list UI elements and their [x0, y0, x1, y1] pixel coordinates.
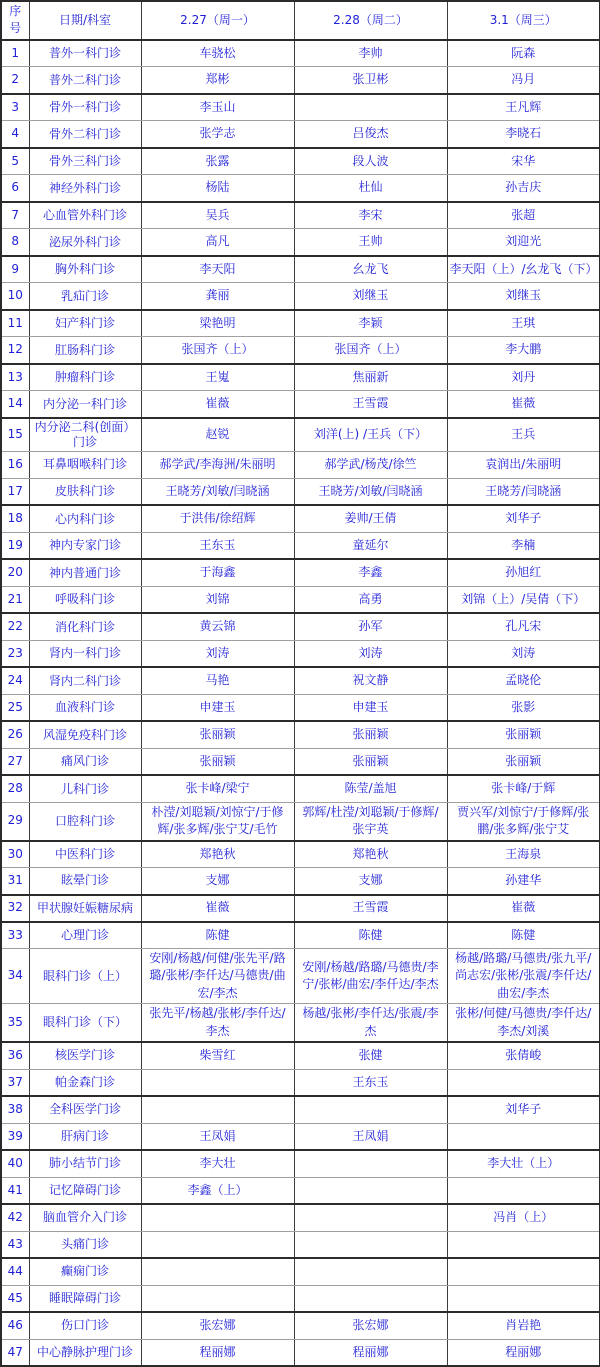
- department-cell: 帕金森门诊: [29, 1069, 141, 1096]
- department-cell: 心理门诊: [29, 922, 141, 949]
- doctor-cell-day1: [141, 1204, 294, 1231]
- doctor-cell-day3: 孙建华: [447, 868, 600, 895]
- row-number-cell: 3: [1, 94, 29, 121]
- doctor-cell-day1: 崔薇: [141, 391, 294, 418]
- row-number-cell: 8: [1, 229, 29, 256]
- doctor-cell-day2: 刘继玉: [294, 283, 447, 310]
- doctor-cell-day3: 阮森: [447, 40, 600, 67]
- doctor-cell-day3: 张卡峰/于辉: [447, 775, 600, 802]
- doctor-cell-day2: [294, 1285, 447, 1312]
- department-cell: 妇产科门诊: [29, 310, 141, 337]
- doctor-cell-day3: 孙吉庆: [447, 175, 600, 202]
- doctor-cell-day3: 张影: [447, 694, 600, 721]
- doctor-cell-day2: 郭辉/杜滢/刘聪颖/于修辉/张宇英: [294, 802, 447, 840]
- doctor-cell-day1: 于洪伟/徐绍辉: [141, 505, 294, 532]
- table-row: [1, 949, 600, 1004]
- row-number-cell: 13: [1, 364, 29, 391]
- doctor-cell-day2: [294, 1231, 447, 1258]
- department-cell: 肝病门诊: [29, 1123, 141, 1150]
- table-row: [1, 1150, 600, 1177]
- doctor-cell-day3: 冯肖（上）: [447, 1204, 600, 1231]
- doctor-cell-day1: 梁艳明: [141, 310, 294, 337]
- department-cell: 口腔科门诊: [29, 802, 141, 840]
- doctor-cell-day2: 王雪霞: [294, 895, 447, 922]
- row-number-cell: 38: [1, 1096, 29, 1123]
- department-cell: 心血管外科门诊: [29, 202, 141, 229]
- doctor-cell-day2: 张宏娜: [294, 1312, 447, 1339]
- table-row: [1, 532, 600, 559]
- doctor-cell-day3: 袁润出/朱丽明: [447, 451, 600, 478]
- doctor-cell-day1: 申建玉: [141, 694, 294, 721]
- department-cell: 耳鼻咽喉科门诊: [29, 451, 141, 478]
- row-number-cell: 16: [1, 451, 29, 478]
- doctor-cell-day3: 刘华子: [447, 1096, 600, 1123]
- row-number-cell: 26: [1, 721, 29, 748]
- doctor-cell-day1: 李大壮: [141, 1150, 294, 1177]
- table-row: [1, 94, 600, 121]
- doctor-cell-day2: 支娜: [294, 868, 447, 895]
- doctor-cell-day3: 刘涛: [447, 640, 600, 667]
- row-number-cell: 36: [1, 1042, 29, 1069]
- doctor-cell-day2: 张国齐（上）: [294, 337, 447, 364]
- doctor-cell-day1: 张卡峰/梁宁: [141, 775, 294, 802]
- department-cell: 风湿免疫科门诊: [29, 721, 141, 748]
- column-header-department: 日期/科室: [29, 1, 141, 40]
- row-number-cell: 20: [1, 559, 29, 586]
- row-number-cell: 34: [1, 949, 29, 1004]
- department-cell: 肛肠科门诊: [29, 337, 141, 364]
- row-number-cell: 18: [1, 505, 29, 532]
- doctor-cell-day2: 陈莹/盖旭: [294, 775, 447, 802]
- row-number-cell: 41: [1, 1177, 29, 1204]
- doctor-cell-day3: 刘迎光: [447, 229, 600, 256]
- row-number-cell: 5: [1, 148, 29, 175]
- department-cell: 中医科门诊: [29, 841, 141, 868]
- doctor-cell-day3: 杨越/路璐/马德贵/张九平/尚志宏/张彬/张震/李仟达/曲宏/李杰: [447, 949, 600, 1004]
- doctor-cell-day2: 李鑫: [294, 559, 447, 586]
- department-cell: 消化科门诊: [29, 613, 141, 640]
- doctor-cell-day3: 陈健: [447, 922, 600, 949]
- doctor-cell-day1: 王东玉: [141, 532, 294, 559]
- doctor-cell-day1: 王嵬: [141, 364, 294, 391]
- doctor-cell-day1: 安刚/杨越/何健/张先平/路璐/张彬/李仟达/马德贵/曲宏/李杰: [141, 949, 294, 1004]
- department-cell: 肾内二科门诊: [29, 667, 141, 694]
- doctor-cell-day1: 龚丽: [141, 283, 294, 310]
- doctor-cell-day3: 冯月: [447, 67, 600, 94]
- department-cell: 胸外科门诊: [29, 256, 141, 283]
- doctor-cell-day1: [141, 1096, 294, 1123]
- table-row: [1, 310, 600, 337]
- doctor-cell-day1: 高凡: [141, 229, 294, 256]
- doctor-cell-day1: 崔薇: [141, 895, 294, 922]
- department-cell: 眼科门诊（下）: [29, 1004, 141, 1042]
- row-number-cell: 11: [1, 310, 29, 337]
- doctor-cell-day2: 吕俊杰: [294, 121, 447, 148]
- doctor-cell-day1: 于海鑫: [141, 559, 294, 586]
- table-row: [1, 418, 600, 452]
- doctor-cell-day1: [141, 1285, 294, 1312]
- department-cell: 头痛门诊: [29, 1231, 141, 1258]
- table-row: [1, 1177, 600, 1204]
- table-row: [1, 775, 600, 802]
- table-row: [1, 337, 600, 364]
- table-row: [1, 895, 600, 922]
- column-header-day2: 2.28（周二）: [294, 1, 447, 40]
- department-cell: 普外二科门诊: [29, 67, 141, 94]
- doctor-cell-day3: 王凡辉: [447, 94, 600, 121]
- department-cell: 伤口门诊: [29, 1312, 141, 1339]
- doctor-cell-day1: 支娜: [141, 868, 294, 895]
- doctor-cell-day3: 程丽娜: [447, 1339, 600, 1366]
- column-header-day3: 3.1（周三）: [447, 1, 600, 40]
- department-cell: 肾内一科门诊: [29, 640, 141, 667]
- row-number-cell: 44: [1, 1258, 29, 1285]
- row-number-cell: 45: [1, 1285, 29, 1312]
- doctor-cell-day3: 孔凡宋: [447, 613, 600, 640]
- row-number-cell: 1: [1, 40, 29, 67]
- department-cell: 肿瘤科门诊: [29, 364, 141, 391]
- row-number-cell: 42: [1, 1204, 29, 1231]
- doctor-cell-day2: 姜帅/王倩: [294, 505, 447, 532]
- doctor-cell-day3: 孙旭红: [447, 559, 600, 586]
- doctor-cell-day2: 申建玉: [294, 694, 447, 721]
- row-number-cell: 23: [1, 640, 29, 667]
- row-number-cell: 2: [1, 67, 29, 94]
- doctor-cell-day3: [447, 1258, 600, 1285]
- department-cell: 乳疝门诊: [29, 283, 141, 310]
- doctor-cell-day1: 李鑫（上）: [141, 1177, 294, 1204]
- doctor-cell-day1: 张学志: [141, 121, 294, 148]
- doctor-cell-day2: 段人波: [294, 148, 447, 175]
- table-row: [1, 1231, 600, 1258]
- row-number-cell: 35: [1, 1004, 29, 1042]
- doctor-cell-day2: 祝文静: [294, 667, 447, 694]
- department-cell: 脑血管介入门诊: [29, 1204, 141, 1231]
- table-row: [1, 67, 600, 94]
- doctor-cell-day2: 李颖: [294, 310, 447, 337]
- doctor-cell-day2: 童延尔: [294, 532, 447, 559]
- department-cell: 痛风门诊: [29, 748, 141, 775]
- doctor-cell-day1: 陈健: [141, 922, 294, 949]
- doctor-cell-day2: 郝学武/杨茂/徐竺: [294, 451, 447, 478]
- department-cell: 骨外一科门诊: [29, 94, 141, 121]
- row-number-cell: 14: [1, 391, 29, 418]
- table-row: [1, 640, 600, 667]
- department-cell: 核医学门诊: [29, 1042, 141, 1069]
- row-number-cell: 29: [1, 802, 29, 840]
- doctor-cell-day2: 程丽娜: [294, 1339, 447, 1366]
- table-row: [1, 391, 600, 418]
- department-cell: 眼科门诊（上）: [29, 949, 141, 1004]
- table-row: [1, 1312, 600, 1339]
- doctor-cell-day3: 李天阳（上）/幺龙飞（下）: [447, 256, 600, 283]
- table-row: [1, 802, 600, 840]
- doctor-cell-day3: 张彬/何健/马德贵/李仟达/李杰/刘溪: [447, 1004, 600, 1042]
- table-header: [1, 1, 600, 40]
- table-row: [1, 559, 600, 586]
- table-row: [1, 1069, 600, 1096]
- doctor-cell-day3: 刘华子: [447, 505, 600, 532]
- doctor-cell-day3: 刘继玉: [447, 283, 600, 310]
- column-header-index: 序号: [1, 1, 29, 40]
- row-number-cell: 47: [1, 1339, 29, 1366]
- table-row: [1, 721, 600, 748]
- doctor-cell-day3: [447, 1069, 600, 1096]
- doctor-cell-day2: 王帅: [294, 229, 447, 256]
- doctor-cell-day2: 焦丽新: [294, 364, 447, 391]
- header-row: [1, 1, 600, 40]
- doctor-cell-day2: 安刚/杨越/路璐/马德贵/李宁/张彬/曲宏/李仟达/李杰: [294, 949, 447, 1004]
- table-row: [1, 586, 600, 613]
- doctor-cell-day1: 王晓芳/刘敏/闫晓涵: [141, 478, 294, 505]
- department-cell: 普外一科门诊: [29, 40, 141, 67]
- doctor-cell-day3: 刘锦（上）/吴倩（下）: [447, 586, 600, 613]
- doctor-cell-day2: 李宋: [294, 202, 447, 229]
- department-cell: 泌尿外科门诊: [29, 229, 141, 256]
- schedule-body: [1, 40, 600, 1366]
- table-row: [1, 451, 600, 478]
- doctor-cell-day2: [294, 1177, 447, 1204]
- row-number-cell: 46: [1, 1312, 29, 1339]
- row-number-cell: 28: [1, 775, 29, 802]
- row-number-cell: 43: [1, 1231, 29, 1258]
- department-cell: 内分泌二科(创面）门诊: [29, 418, 141, 452]
- doctor-cell-day2: [294, 1204, 447, 1231]
- table-row: [1, 1339, 600, 1366]
- department-cell: 神内普通门诊: [29, 559, 141, 586]
- row-number-cell: 37: [1, 1069, 29, 1096]
- doctor-cell-day2: 张丽颖: [294, 721, 447, 748]
- doctor-cell-day2: 张健: [294, 1042, 447, 1069]
- doctor-cell-day2: 幺龙飞: [294, 256, 447, 283]
- table-row: [1, 1258, 600, 1285]
- table-row: [1, 694, 600, 721]
- doctor-cell-day1: 张宏娜: [141, 1312, 294, 1339]
- department-cell: 神内专家门诊: [29, 532, 141, 559]
- doctor-cell-day3: 王晓芳/闫晓涵: [447, 478, 600, 505]
- table-row: [1, 121, 600, 148]
- doctor-cell-day1: 杨陆: [141, 175, 294, 202]
- department-cell: 癫痫门诊: [29, 1258, 141, 1285]
- doctor-cell-day3: 李晓石: [447, 121, 600, 148]
- department-cell: 骨外二科门诊: [29, 121, 141, 148]
- row-number-cell: 15: [1, 418, 29, 452]
- doctor-cell-day3: 崔薇: [447, 895, 600, 922]
- doctor-cell-day2: 陈健: [294, 922, 447, 949]
- doctor-cell-day3: 王兵: [447, 418, 600, 452]
- doctor-cell-day1: 黄云锦: [141, 613, 294, 640]
- doctor-cell-day3: 王海泉: [447, 841, 600, 868]
- table-row: [1, 748, 600, 775]
- table-row: [1, 40, 600, 67]
- doctor-cell-day1: 吴兵: [141, 202, 294, 229]
- doctor-cell-day2: 刘洋(上) /王兵（下）: [294, 418, 447, 452]
- doctor-cell-day3: 肖岩艳: [447, 1312, 600, 1339]
- doctor-cell-day1: 刘涛: [141, 640, 294, 667]
- doctor-cell-day1: [141, 1231, 294, 1258]
- doctor-cell-day1: 张丽颖: [141, 748, 294, 775]
- doctor-cell-day2: 郑艳秋: [294, 841, 447, 868]
- row-number-cell: 24: [1, 667, 29, 694]
- doctor-cell-day1: 郝学武/李海洲/朱丽明: [141, 451, 294, 478]
- row-number-cell: 25: [1, 694, 29, 721]
- doctor-cell-day2: [294, 1096, 447, 1123]
- doctor-cell-day2: 王凤娟: [294, 1123, 447, 1150]
- doctor-cell-day2: [294, 1258, 447, 1285]
- table-row: [1, 229, 600, 256]
- row-number-cell: 4: [1, 121, 29, 148]
- table-row: [1, 1285, 600, 1312]
- department-cell: 皮肤科门诊: [29, 478, 141, 505]
- row-number-cell: 40: [1, 1150, 29, 1177]
- row-number-cell: 19: [1, 532, 29, 559]
- doctor-cell-day3: 张丽颖: [447, 721, 600, 748]
- doctor-cell-day3: 崔薇: [447, 391, 600, 418]
- doctor-cell-day3: 宋华: [447, 148, 600, 175]
- table-row: [1, 1204, 600, 1231]
- table-row: [1, 505, 600, 532]
- doctor-cell-day1: 李玉山: [141, 94, 294, 121]
- doctor-cell-day1: 马艳: [141, 667, 294, 694]
- doctor-cell-day2: 刘涛: [294, 640, 447, 667]
- doctor-cell-day1: 郑艳秋: [141, 841, 294, 868]
- doctor-cell-day3: [447, 1123, 600, 1150]
- column-header-day1: 2.27（周一）: [141, 1, 294, 40]
- doctor-cell-day3: 李大鹏: [447, 337, 600, 364]
- doctor-cell-day2: 张卫彬: [294, 67, 447, 94]
- department-cell: 骨外三科门诊: [29, 148, 141, 175]
- department-cell: 神经外科门诊: [29, 175, 141, 202]
- doctor-cell-day2: 王东玉: [294, 1069, 447, 1096]
- doctor-cell-day2: 李帅: [294, 40, 447, 67]
- department-cell: 心内科门诊: [29, 505, 141, 532]
- table-row: [1, 667, 600, 694]
- doctor-cell-day1: 张露: [141, 148, 294, 175]
- row-number-cell: 7: [1, 202, 29, 229]
- doctor-cell-day1: 王凤娟: [141, 1123, 294, 1150]
- doctor-cell-day3: 孟晓伦: [447, 667, 600, 694]
- row-number-cell: 17: [1, 478, 29, 505]
- doctor-cell-day3: [447, 1285, 600, 1312]
- table-row: [1, 478, 600, 505]
- department-cell: 全科医学门诊: [29, 1096, 141, 1123]
- department-cell: 中心静脉护理门诊: [29, 1339, 141, 1366]
- row-number-cell: 39: [1, 1123, 29, 1150]
- row-number-cell: 10: [1, 283, 29, 310]
- doctor-cell-day1: 郑彬: [141, 67, 294, 94]
- department-cell: 睡眠障碍门诊: [29, 1285, 141, 1312]
- doctor-cell-day3: [447, 1177, 600, 1204]
- doctor-cell-day1: 朴滢/刘聪颖/刘惊宁/于修辉/张多辉/张宁艾/毛竹: [141, 802, 294, 840]
- doctor-cell-day1: 柴雪红: [141, 1042, 294, 1069]
- doctor-cell-day3: 刘丹: [447, 364, 600, 391]
- doctor-cell-day3: 李大壮（上）: [447, 1150, 600, 1177]
- row-number-cell: 12: [1, 337, 29, 364]
- doctor-cell-day3: 贾兴军/刘惊宁/于修辉/张鹏/张多辉/张宁艾: [447, 802, 600, 840]
- row-number-cell: 30: [1, 841, 29, 868]
- department-cell: 儿科门诊: [29, 775, 141, 802]
- department-cell: 记忆障碍门诊: [29, 1177, 141, 1204]
- doctor-cell-day1: 刘锦: [141, 586, 294, 613]
- table-row: [1, 1042, 600, 1069]
- row-number-cell: 9: [1, 256, 29, 283]
- doctor-cell-day3: 王琪: [447, 310, 600, 337]
- doctor-cell-day2: [294, 94, 447, 121]
- doctor-cell-day2: 杨越/张彬/李仟达/张震/李杰: [294, 1004, 447, 1042]
- table-row: [1, 175, 600, 202]
- row-number-cell: 33: [1, 922, 29, 949]
- row-number-cell: 6: [1, 175, 29, 202]
- table-row: [1, 364, 600, 391]
- doctor-cell-day3: 李楠: [447, 532, 600, 559]
- department-cell: 呼吸科门诊: [29, 586, 141, 613]
- table-row: [1, 1004, 600, 1042]
- table-row: [1, 256, 600, 283]
- doctor-cell-day2: 杜仙: [294, 175, 447, 202]
- table-row: [1, 613, 600, 640]
- doctor-cell-day2: 孙军: [294, 613, 447, 640]
- row-number-cell: 27: [1, 748, 29, 775]
- table-row: [1, 1096, 600, 1123]
- doctor-cell-day1: 程丽娜: [141, 1339, 294, 1366]
- doctor-cell-day3: 张丽颖: [447, 748, 600, 775]
- department-cell: 内分泌一科门诊: [29, 391, 141, 418]
- department-cell: 肺小结节门诊: [29, 1150, 141, 1177]
- table-row: [1, 202, 600, 229]
- row-number-cell: 32: [1, 895, 29, 922]
- doctor-cell-day3: 张超: [447, 202, 600, 229]
- table-row: [1, 841, 600, 868]
- table-row: [1, 1123, 600, 1150]
- doctor-cell-day3: [447, 1231, 600, 1258]
- department-cell: 甲状腺妊娠糖尿病: [29, 895, 141, 922]
- table-row: [1, 868, 600, 895]
- doctor-cell-day1: [141, 1069, 294, 1096]
- department-cell: 眩晕门诊: [29, 868, 141, 895]
- doctor-cell-day1: 张国齐（上）: [141, 337, 294, 364]
- doctor-cell-day1: 李天阳: [141, 256, 294, 283]
- doctor-cell-day3: 张倩峻: [447, 1042, 600, 1069]
- table-row: [1, 283, 600, 310]
- doctor-cell-day2: 王雪霞: [294, 391, 447, 418]
- row-number-cell: 21: [1, 586, 29, 613]
- doctor-cell-day1: [141, 1258, 294, 1285]
- doctor-cell-day1: 赵锐: [141, 418, 294, 452]
- doctor-cell-day2: 高勇: [294, 586, 447, 613]
- row-number-cell: 22: [1, 613, 29, 640]
- doctor-cell-day2: [294, 1150, 447, 1177]
- doctor-cell-day1: 张丽颖: [141, 721, 294, 748]
- department-cell: 血液科门诊: [29, 694, 141, 721]
- doctor-cell-day1: 车骁松: [141, 40, 294, 67]
- doctor-cell-day1: 张先平/杨越/张彬/李仟达/李杰: [141, 1004, 294, 1042]
- doctor-cell-day2: 张丽颖: [294, 748, 447, 775]
- row-number-cell: 31: [1, 868, 29, 895]
- table-row: [1, 922, 600, 949]
- table-row: [1, 148, 600, 175]
- doctor-cell-day2: 王晓芳/刘敏/闫晓涵: [294, 478, 447, 505]
